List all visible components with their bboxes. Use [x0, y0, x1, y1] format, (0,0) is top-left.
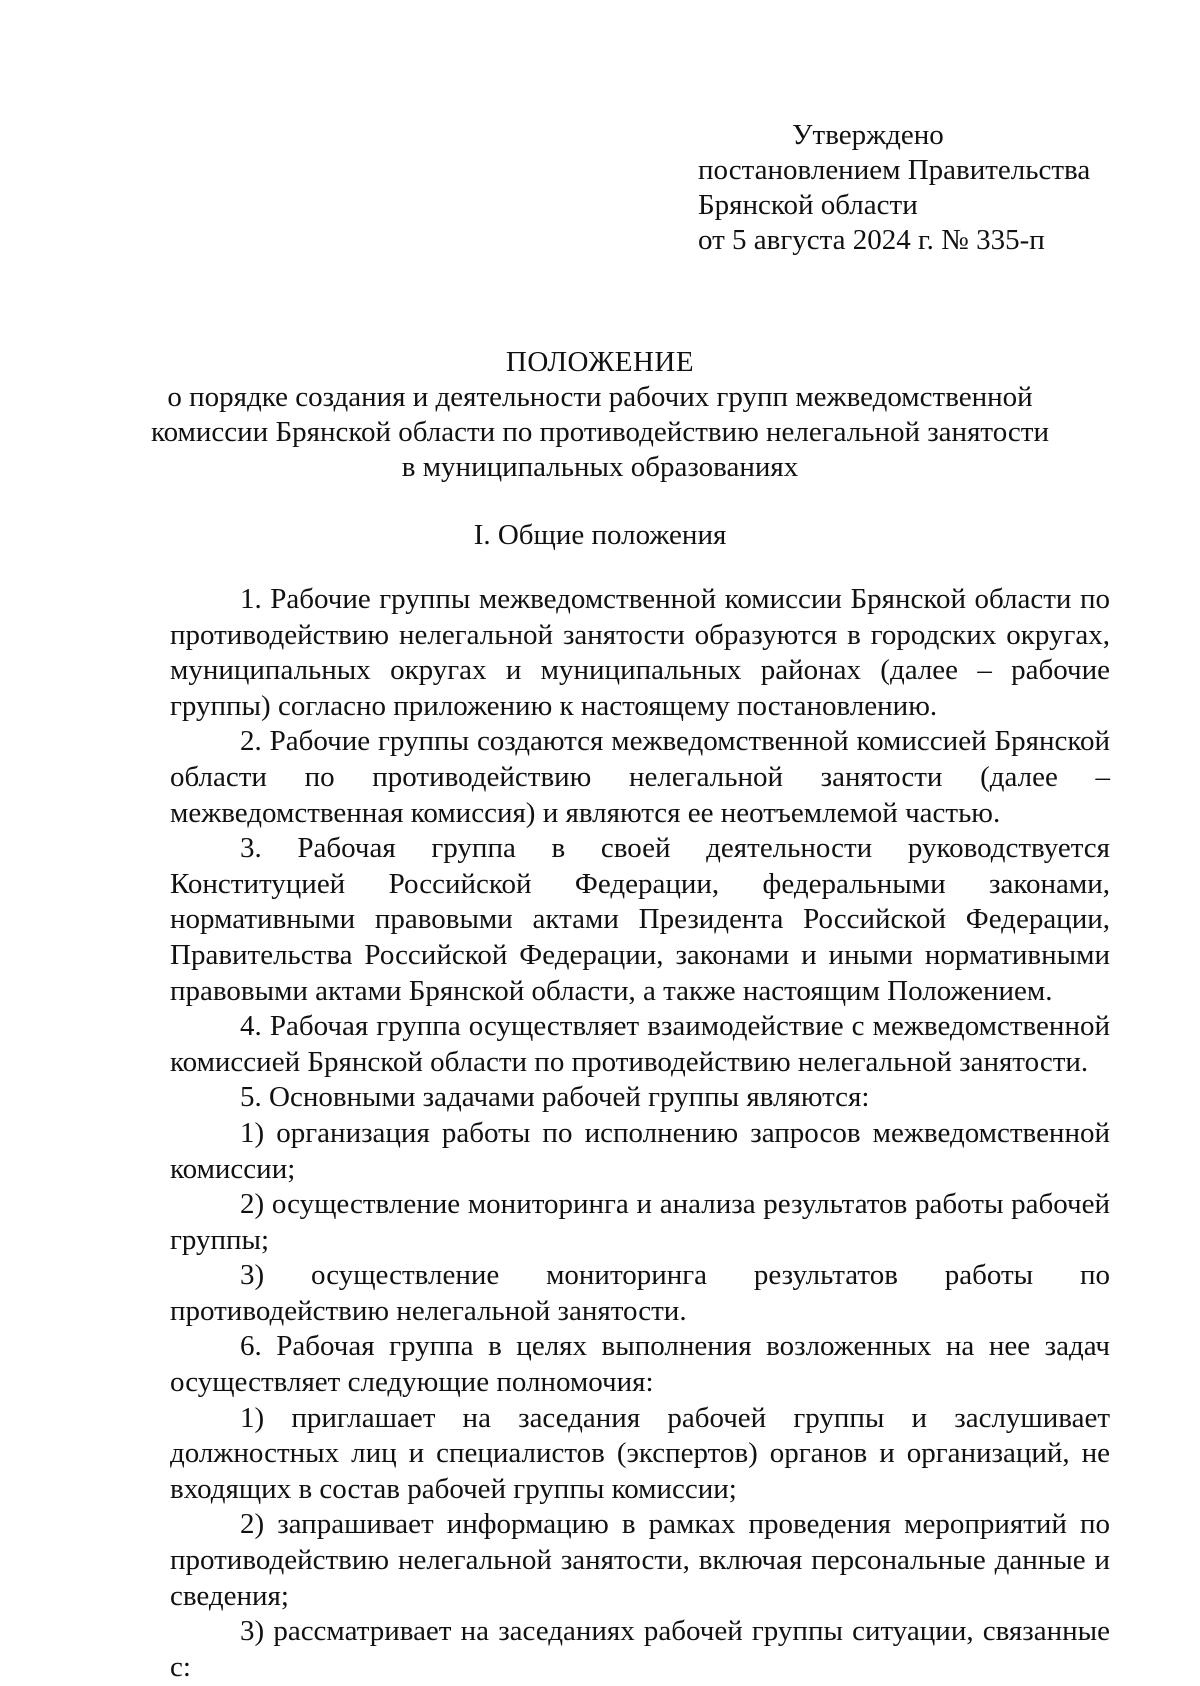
document-subtitle-line-2: комиссии Брянской области по противодействию нелегальной занятости [150, 416, 1049, 448]
paragraph-3: 3. Рабочая группа в своей деятельности руководствуется Конституцией Российской Федерации, федеральными законами, нормативными правовыми актами Президента Российской Федерации, Правительства Российской Федерации, законами и иными нормативными правовыми актами Брянской области, а также настоящим Положением. [170, 832, 1110, 1007]
document-subtitle-line-1: о порядке создания и деятельности рабочих групп межведомственной [167, 381, 1033, 413]
paragraph-6-item-3: 3) рассматривает на заседаниях рабочей группы ситуации, связанные с: [170, 1615, 1110, 1683]
document-title: ПОЛОЖЕНИЕ [505, 346, 695, 378]
approval-label: Утверждено [792, 119, 944, 151]
approval-stamp [698, 118, 1090, 258]
paragraph-5-item-1: 1) организация работы по исполнению запросов межведомственной комиссии; [170, 1116, 1110, 1185]
approval-region: Брянской области [698, 189, 918, 221]
paragraph-2: 2. Рабочие группы создаются межведомственной комиссией Брянской области по противодействию нелегальной занятости (далее – межведомственная комиссия) и являются ее неотъемлемой частью. [170, 725, 1110, 829]
approval-issuer: постановлением Правительства [698, 154, 1091, 186]
paragraph-4: 4. Рабочая группа осуществляет взаимодействие с межведомственной комиссией Брянской области по противодействию нелегальной занятости. [170, 1010, 1110, 1078]
document-body [170, 582, 1110, 1685]
paragraph-5-item-3: 3) осуществление мониторинга результатов работы по противодействию нелегальной занятости. [170, 1259, 1110, 1327]
paragraph-5-item-2: 2) осуществление мониторинга и анализа результатов работы рабочей группы; [170, 1188, 1110, 1256]
paragraph-1: 1. Рабочие группы межведомственной комиссии Брянской области по противодействию нелегальной занятости образуются в городских округах, муниципальных округах и муниципальных районах (далее – рабочие группы) согласно приложению к настоящему постановлению. [170, 583, 1110, 722]
paragraph-6-item-2: 2) запрашивает информацию в рамках проведения мероприятий по противодействию нелегальной занятости, включая персональные данные и сведения; [170, 1508, 1110, 1612]
paragraph-5: 5. Основными задачами рабочей группы являются: [240, 1081, 870, 1114]
approval-date-number: от 5 августа 2024 г. № 335-п [698, 224, 1045, 256]
paragraph-6-item-1: 1) приглашает на заседания рабочей группы и заслушивает должностных лиц и специалистов (экспертов) органов и организаций, не входящих в состав рабочей группы комиссии; [170, 1401, 1110, 1505]
paragraph-6: 6. Рабочая группа в целях выполнения возложенных на нее задач осуществляет следующие полномочия: [170, 1330, 1110, 1399]
section-title: I. Общие положения [473, 519, 727, 551]
document-heading [150, 345, 1050, 485]
document-subtitle-line-3: в муниципальных образованиях [401, 451, 799, 483]
